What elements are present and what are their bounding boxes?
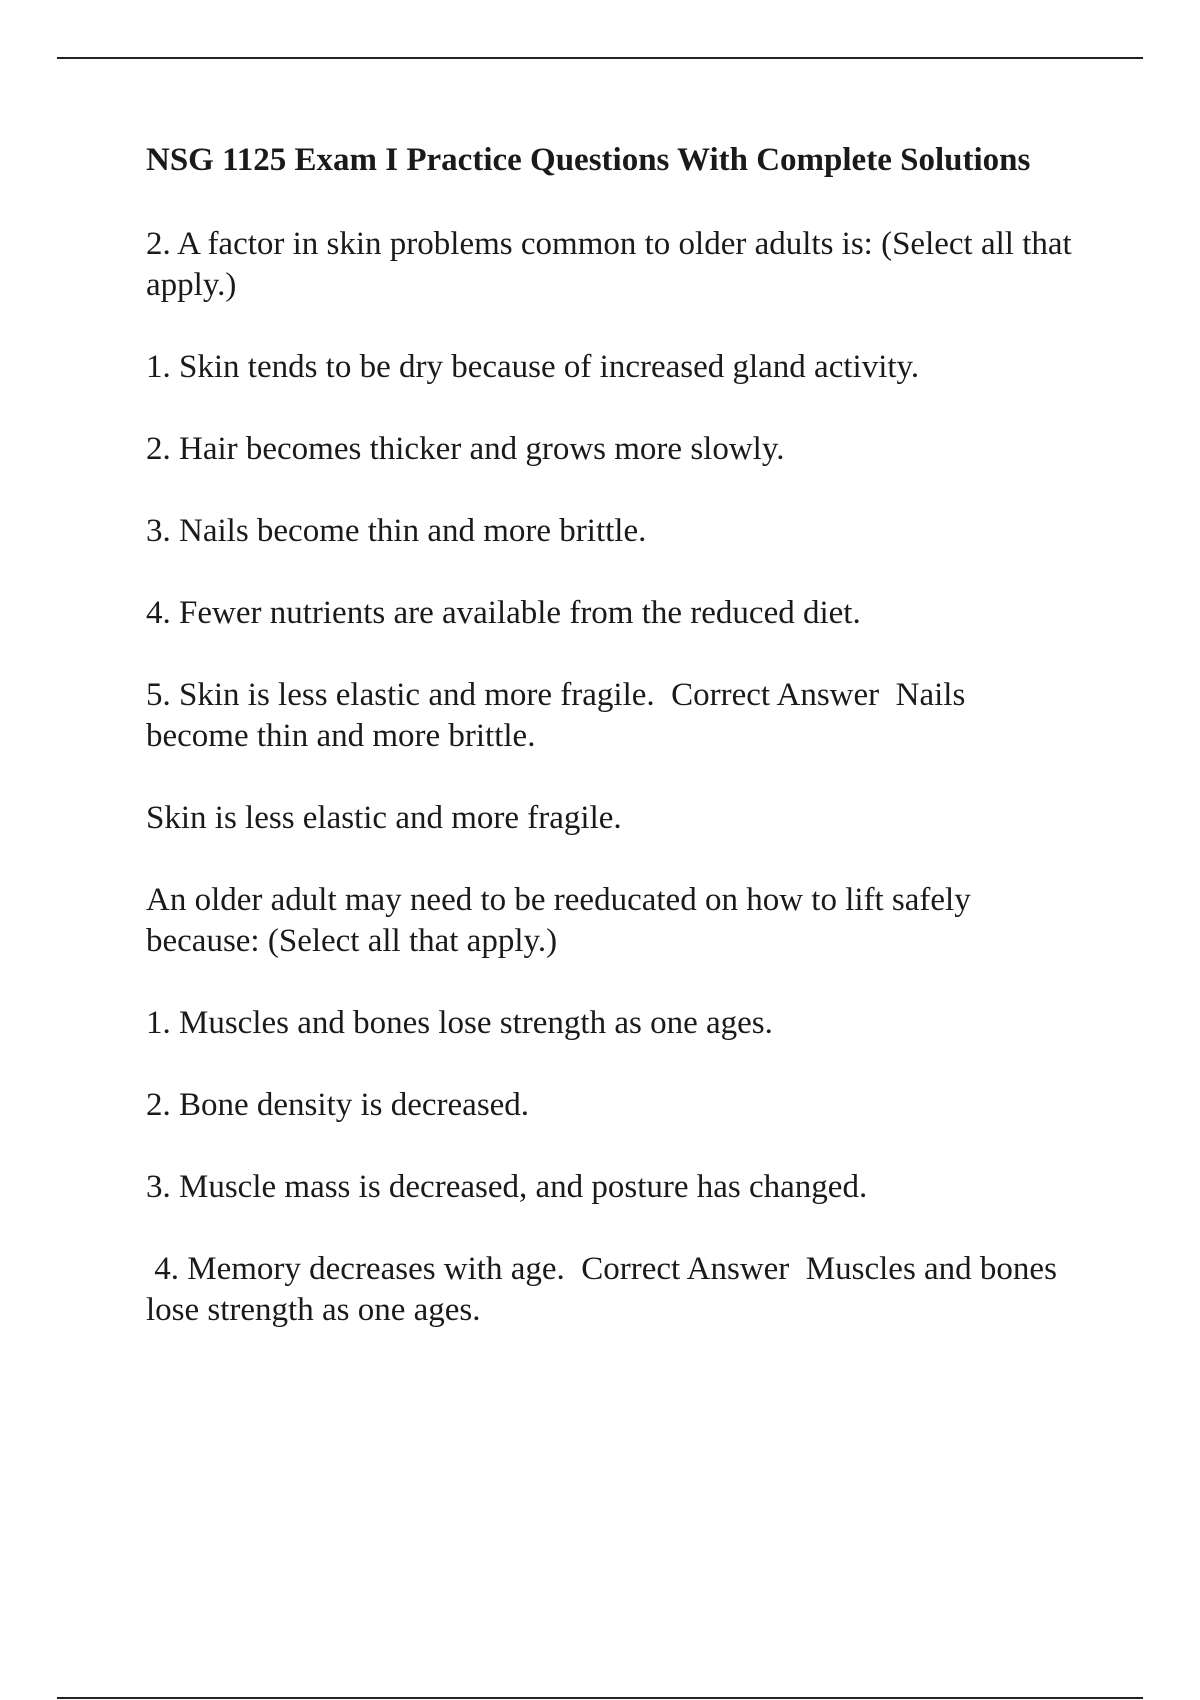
question-2-option-2: 2. Hair becomes thicker and grows more slowly.: [146, 431, 785, 467]
document-body: [146, 140, 1080, 1372]
top-rule: [57, 57, 1143, 59]
question-lift-option-2: 2. Bone density is decreased.: [146, 1087, 530, 1123]
question-lift-prompt: An older adult may need to be reeducated on how to lift safely because: (Select all that apply.): [146, 882, 979, 959]
question-2-prompt: 2. A factor in skin problems common to older adults is: (Select all that apply.): [146, 226, 1080, 303]
question-lift-option-3: 3. Muscle mass is decreased, and posture has changed.: [146, 1169, 868, 1205]
document-title: NSG 1125 Exam I Practice Questions With Complete Solutions: [146, 142, 1031, 178]
question-2-answer-continued: Skin is less elastic and more fragile.: [146, 800, 622, 836]
question-lift-option-1: 1. Muscles and bones lose strength as one ages.: [146, 1005, 773, 1041]
question-2-option-4: 4. Fewer nutrients are available from the reduced diet.: [146, 595, 861, 631]
question-2-option-3: 3. Nails become thin and more brittle.: [146, 513, 647, 549]
question-2-option-1: 1. Skin tends to be dry because of increased gland activity.: [146, 349, 920, 385]
bottom-rule: [57, 1697, 1143, 1699]
question-2-option-5-answer: 5. Skin is less elastic and more fragile. Correct Answer Nails become thin and more brittle.: [146, 677, 974, 754]
question-lift-option-4-answer: 4. Memory decreases with age. Correct Answer Muscles and bones lose strength as one ages.: [146, 1251, 1066, 1328]
